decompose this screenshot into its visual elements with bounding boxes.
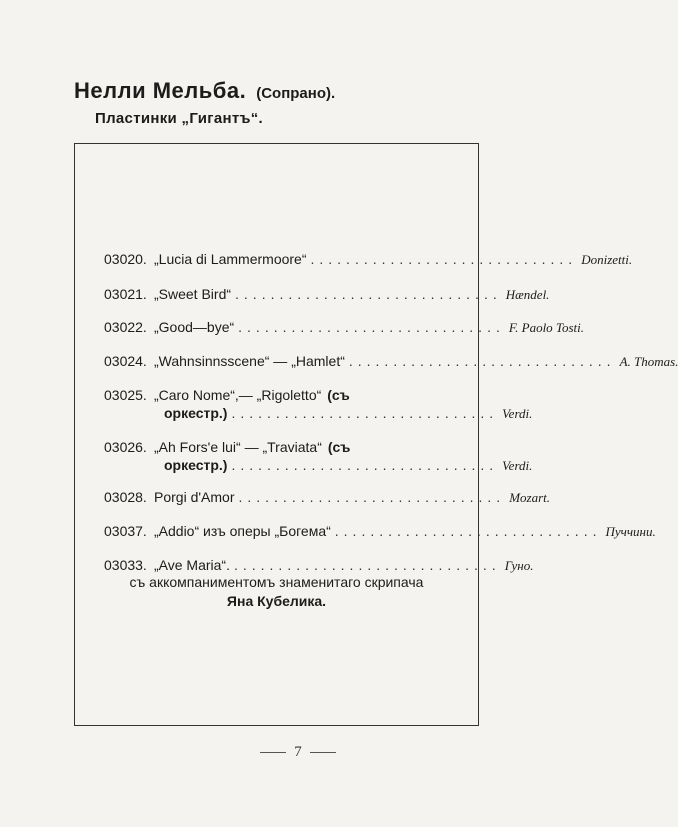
orchestra-note-cont: оркестр.)	[164, 457, 228, 473]
accompaniment-note: съ аккомпаниментомъ знаменитаго скрипача	[129, 574, 424, 590]
record-title: „Wahnsinnsscene“ — „Hamlet“	[154, 353, 345, 369]
record-title: Porgi d'Amor	[154, 489, 235, 505]
record-entry	[104, 352, 678, 371]
leader-dots: ..............................	[310, 251, 578, 267]
orchestra-note: (съ	[327, 387, 350, 403]
record-title: „Sweet Bird“	[154, 286, 232, 302]
leader-dots: ..............................	[235, 286, 502, 302]
orchestra-note: (съ	[327, 439, 351, 455]
record-composer: Verdi.	[502, 458, 533, 473]
record-number: 03020.	[104, 251, 147, 267]
header	[74, 78, 335, 104]
orchestra-note-cont: оркестр.)	[164, 405, 228, 421]
leader-dots: ..............................	[231, 405, 499, 421]
leader-dots: ..............................	[238, 319, 505, 335]
record-composer: F. Paolo Tosti.	[508, 320, 584, 335]
record-number: 03024.	[104, 353, 147, 369]
record-title: „Caro Nome“,— „Rigoletto“	[154, 387, 322, 403]
record-number: 03026.	[104, 439, 147, 455]
record-entry	[104, 438, 533, 475]
record-number: 03037.	[104, 523, 147, 539]
record-number: 03025.	[104, 387, 147, 403]
record-number: 03033.	[104, 557, 147, 573]
artist-line	[74, 78, 335, 104]
record-entry	[104, 386, 533, 423]
record-composer: A. Thomas.	[619, 354, 678, 369]
record-number: 03022.	[104, 319, 147, 335]
record-series-subtitle: Пластинки „Гигантъ“.	[95, 110, 263, 127]
record-composer: Hændel.	[505, 287, 550, 302]
record-entry	[104, 488, 550, 507]
leader-dots: ..............................	[233, 557, 501, 573]
record-title: „Ah Fors'e lui“ — „Traviata“	[154, 439, 322, 455]
record-title: „Good—bye“	[154, 319, 235, 335]
record-entry	[104, 318, 584, 337]
record-composer: Пуччини.	[605, 524, 656, 539]
record-composer: Mozart.	[509, 490, 550, 505]
record-composer: Гуно.	[504, 558, 534, 573]
leader-dots: ..............................	[334, 523, 602, 539]
record-title: „Addio“ изъ оперы „Богема“	[154, 523, 331, 539]
record-entry	[104, 250, 633, 269]
artist-name: Нелли Мельба.	[74, 78, 247, 103]
leader-dots: ..............................	[238, 489, 506, 505]
page-number: 7	[294, 744, 302, 760]
record-title: „Ave Maria“.	[154, 557, 230, 573]
voice-type: (Сопрано).	[256, 85, 336, 102]
page-number-line	[0, 744, 596, 761]
leader-dots: ..............................	[231, 457, 499, 473]
record-composer: Verdi.	[502, 406, 533, 421]
records-frame	[74, 143, 479, 726]
record-composer: Donizetti.	[581, 252, 633, 267]
leader-dots: ..............................	[348, 353, 616, 369]
record-number: 03021.	[104, 286, 147, 302]
record-title: „Lucia di Lammermoore“	[154, 251, 307, 267]
record-entry	[104, 522, 656, 541]
page-dash-left	[260, 752, 286, 753]
record-number: 03028.	[104, 489, 147, 505]
accompaniment-name: Яна Кубелика.	[226, 593, 327, 609]
page-dash-right	[310, 752, 336, 753]
record-entry	[104, 556, 534, 575]
record-entry	[104, 285, 550, 304]
